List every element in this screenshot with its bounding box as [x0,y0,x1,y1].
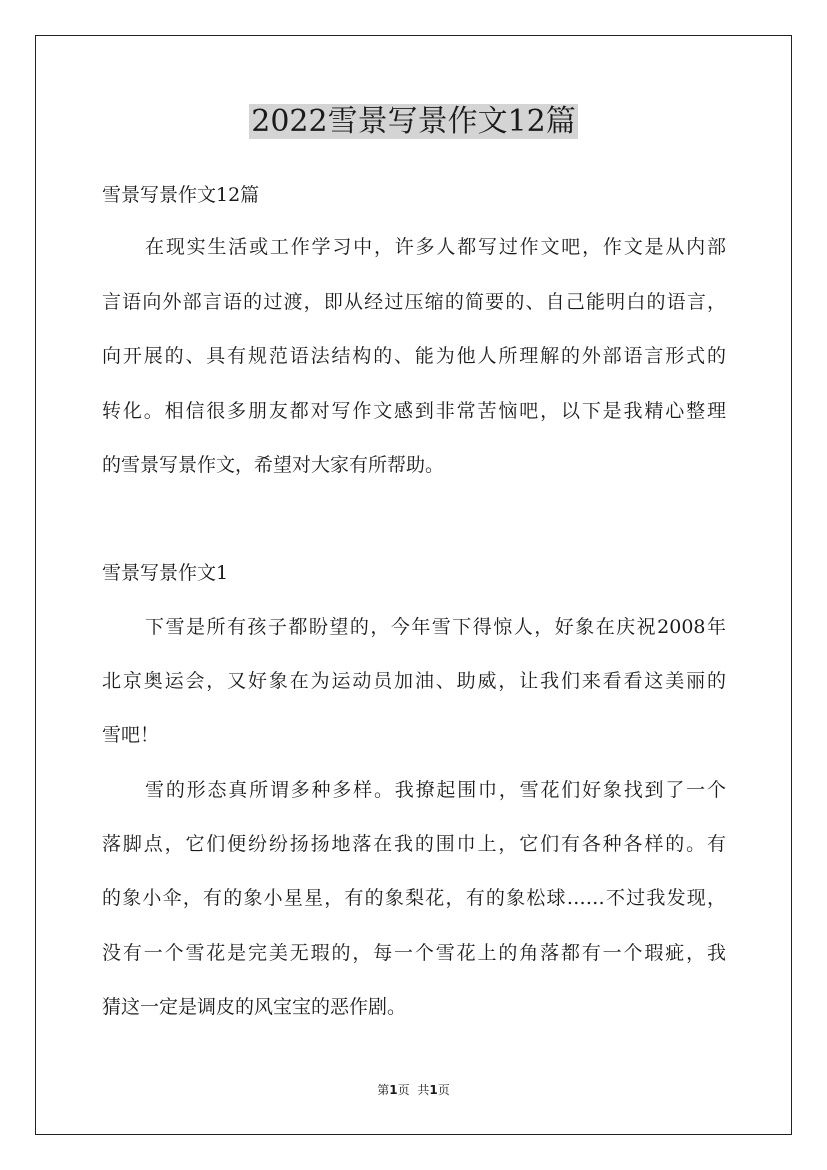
section1-heading: 雪景写景作文1 [102,562,229,584]
section1-p2-line-3: 的象小伞，有的象小星星，有的象梨花，有的象松球……不过我发现， [102,887,726,909]
footer-page-total: 1 [429,1083,438,1097]
page-footer [0,1082,827,1098]
section1-p2-line-1: 雪的形态真所谓多种多样。我撩起围巾，雪花们好象找到了一个 [145,779,726,801]
document-title-text: 2022雪景写景作文12篇 [251,104,576,139]
document-title [0,100,827,144]
footer-total-suffix: 页 [437,1083,450,1097]
intro-line-2: 言语向外部言语的过渡，即从经过压缩的简要的、自己能明白的语言， [102,291,726,313]
intro-line-5: 的雪景写景作文，希望对大家有所帮助。 [102,454,445,476]
footer-total-prefix: 共 [417,1083,430,1097]
section1-p2-line-4: 没有一个雪花是完美无瑕的，每一个雪花上的角落都有一个瑕疵，我 [102,942,726,964]
intro-line-4: 转化。相信很多朋友都对写作文感到非常苦恼吧，以下是我精心整理 [102,400,726,422]
section1-p2-line-2: 落脚点，它们便纷纷扬扬地落在我的围巾上，它们有各种各样的。有 [102,833,726,855]
intro-line-1: 在现实生活或工作学习中，许多人都写过作文吧，作文是从内部 [145,236,726,258]
section1-p1-line-2: 北京奥运会，又好象在为运动员加油、助威，让我们来看看这美丽的 [102,670,726,692]
intro-line-3: 向开展的、具有规范语法结构的、能为他人所理解的外部语言形式的 [102,345,726,367]
intro-heading: 雪景写景作文12篇 [102,184,260,206]
footer-page-current: 1 [389,1083,398,1097]
section1-p1-line-3: 雪吧！ [102,724,160,746]
footer-page-prefix: 第 [377,1083,390,1097]
section1-p2-line-5: 猜这一定是调皮的风宝宝的恶作剧。 [102,996,407,1018]
footer-page-suffix: 页 [397,1083,410,1097]
section1-p1-line-1: 下雪是所有孩子都盼望的，今年雪下得惊人，好象在庆祝2008年 [145,616,726,638]
